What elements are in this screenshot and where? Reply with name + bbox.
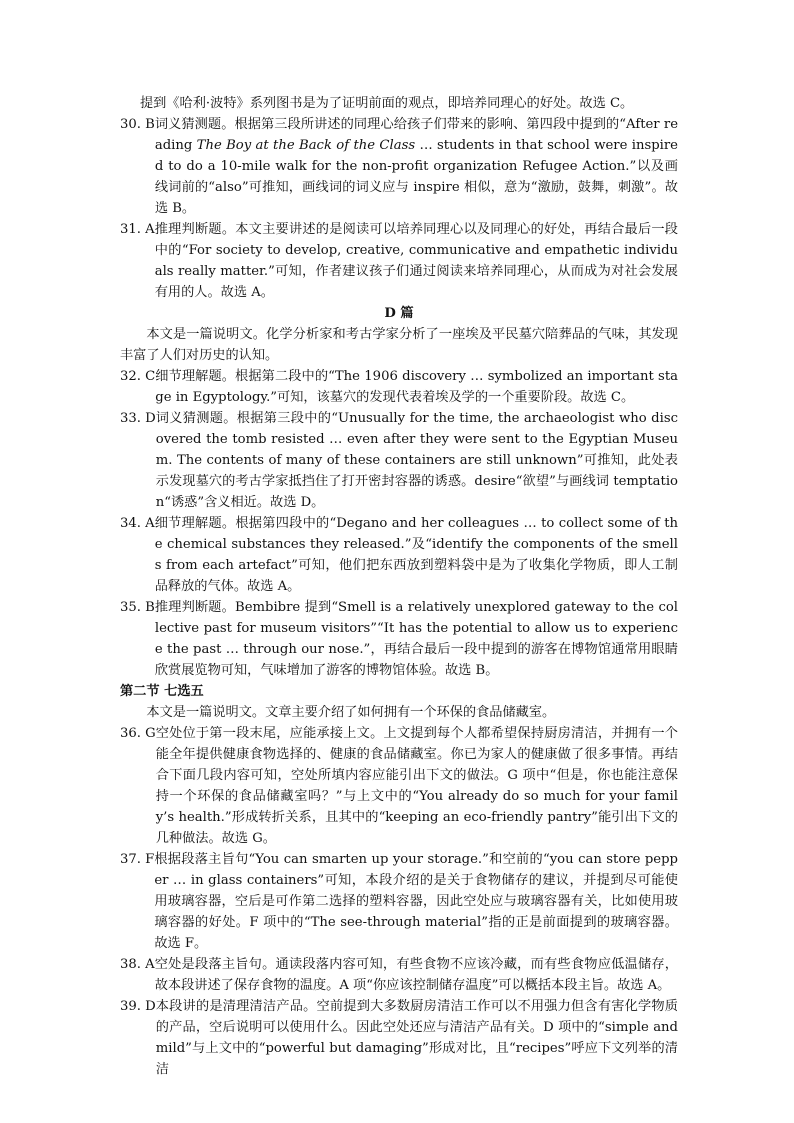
answer-number: 30. B bbox=[120, 117, 155, 132]
answer-item-31 bbox=[120, 219, 678, 303]
q29-continuation: 提到《哈利·波特》系列图书是为了证明前面的观点，即培养同理心的好处。故选 C。 bbox=[140, 96, 634, 111]
answer-item-33 bbox=[120, 408, 678, 513]
section-2-summary: 本文是一篇说明文。文章主要介绍了如何拥有一个环保的食品储藏室。 bbox=[146, 705, 556, 720]
answer-explanation: 推理判断题。Bembibre 提到“Smell is a relatively unexplored gateway to the collective past for museum visitors”“It has the potential to allow us to experience the past … through our nose.”，再结合最后一段中提到的游客在博物馆通常用眼睛欣赏展览物可知，气味增加了游客的博物馆体验。故选 B。 bbox=[154, 600, 678, 678]
explanation-text: 词义猜测题。根据第三段所讲述的同理心给孩子们带来的影响、第四段中提到的“After reading bbox=[154, 117, 678, 153]
answer-number: 36. G bbox=[120, 726, 156, 741]
answer-item-30 bbox=[120, 114, 678, 219]
answer-item-35 bbox=[120, 597, 678, 681]
answer-number: 33. D bbox=[120, 411, 156, 426]
answer-explanation: 词义猜测题。根据第三段中的“Unusually for the time, the archaeologist who discovered the tomb resisted … even after they were sent to the Egyptian Museum. The contents of many of these containers are still unknown”可推知，此处表示发现墓穴的考古学家抵挡住了打开密封容器的诱惑。desire“欲望”与画线词 temptation“诱惑”含义相近。故选 D。 bbox=[155, 411, 678, 510]
answer-explanation: 细节理解题。根据第四段中的“Degano and her colleagues … to collect some of the chemical substances they released.”及“identify the components of the smells from each artefact”可知，他们把东西放到塑料袋中是为了收集化学物质，即人工制品释放的气体。故选 A。 bbox=[154, 516, 678, 594]
answer-explanation: 空处位于第一段末尾，应能承接上文。上文提到每个人都希望保持厨房清洁，并拥有一个能全年提供健康食物选择的、健康的食品储藏室。你已为家人的健康做了很多事情。再结合下面几段内容可知，空处所填内容应能引出下文的做法。G 项中“但是，你也能注意保持一个环保的食品储藏室吗？”与上文中的“You already do so much for your family’s health.”形成转折关系，且其中的“keeping an eco-friendly pantry”能引出下文的几种做法。故选 G。 bbox=[155, 726, 678, 846]
answer-number: 32. C bbox=[120, 369, 156, 384]
answer-explanation-page bbox=[120, 93, 678, 1080]
book-title: The Boy at the Back of the Class bbox=[196, 138, 416, 153]
answer-number: 38. A bbox=[120, 957, 155, 972]
answer-number: 35. B bbox=[120, 600, 155, 615]
answer-item-39 bbox=[120, 996, 678, 1080]
answer-item-32 bbox=[120, 366, 678, 408]
answer-explanation: 推理判断题。本文主要讲述的是阅读可以培养同理心以及同理心的好处，再结合最后一段中的“For society to develop, creative, communicative and empathetic individuals really matter.”可知，作者建议孩子们通过阅读来培养同理心，从而成为对社会发展有用的人。故选 A。 bbox=[154, 222, 678, 300]
answer-explanation: 本段讲的是清理清洁产品。空前提到大多数厨房清洁工作可以不用强力但含有害化学物质的产品，空后说明可以使用什么。因此空处还应与清洁产品有关。D 项中的“simple and mild”与上文中的“powerful but damaging”形成对比，且“recipes”呼应下文列举的清洁 bbox=[155, 999, 678, 1077]
answer-number: 37. F bbox=[120, 852, 155, 867]
answer-item-37 bbox=[120, 849, 678, 954]
answer-number: 31. A bbox=[120, 222, 155, 237]
answer-item-38 bbox=[120, 954, 678, 996]
answer-explanation: 细节理解题。根据第二段中的“The 1906 discovery … symbolized an important stage in Egyptology.”可知，该墓穴的发现代表着埃及学的一个重要阶段。故选 C。 bbox=[155, 369, 678, 405]
explanation-text: … students in that school were inspired to do a 10-mile walk for the non-profit organization Refugee Action.”以及画线词前的“also”可推知，画线词的词义应与 inspire 相似，意为“激励，鼓舞，刺激”。故选 B。 bbox=[154, 138, 678, 216]
passage-d-heading: D 篇 bbox=[384, 306, 414, 321]
section-2-heading: 第二节 七选五 bbox=[120, 684, 204, 699]
answer-item-34 bbox=[120, 513, 678, 597]
answer-number: 39. D bbox=[120, 999, 156, 1014]
answer-explanation: 空处是段落主旨句。通读段落内容可知，有些食物不应该冷藏，而有些食物应低温储存，故本段讲述了保存食物的温度。A 项“你应该控制储存温度”可以概括本段主旨。故选 A。 bbox=[154, 957, 678, 993]
answer-number: 34. A bbox=[120, 516, 155, 531]
passage-d-summary: 本文是一篇说明文。化学分析家和考古学家分析了一座埃及平民墓穴陪葬品的气味，其发现丰富了人们对历史的认知。 bbox=[120, 327, 678, 363]
answer-explanation bbox=[155, 114, 678, 219]
answer-explanation: 根据段落主旨句“You can smarten up your storage.”和空前的“you can store pepper … in glass containers”可知，本段介绍的是关于食物储存的建议，并提到尽可能使用玻璃容器，空后是可作第二选择的塑料容器，因此空处应与玻璃容器有关，比如使用玻璃容器的好处。F 项中的“The see-through material”指的正是前面提到的玻璃容器。故选 F。 bbox=[154, 852, 678, 951]
answer-item-36 bbox=[120, 723, 678, 849]
